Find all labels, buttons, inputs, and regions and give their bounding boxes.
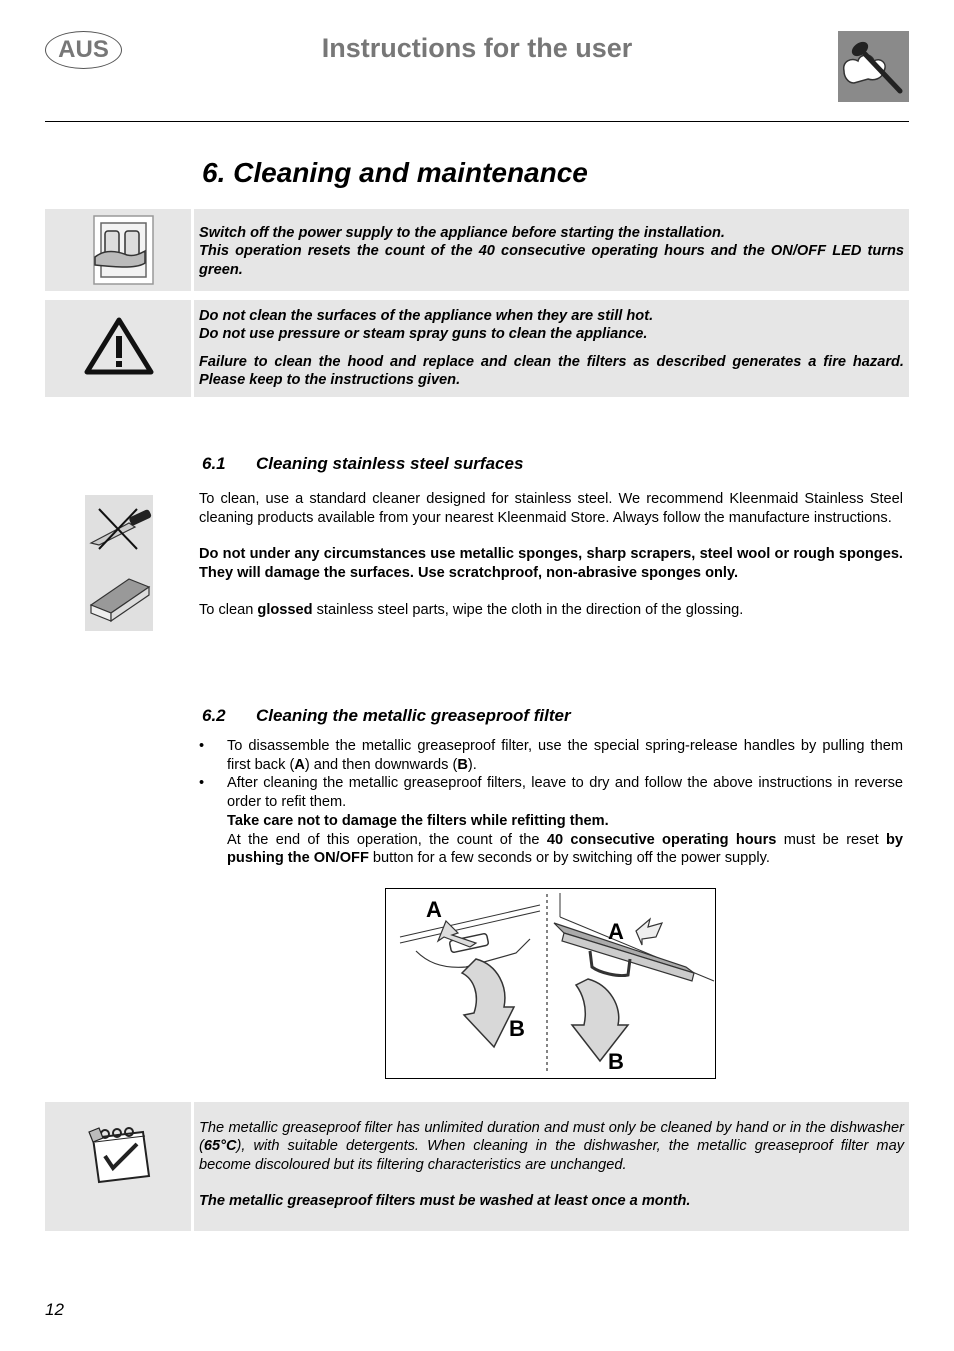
subsection-title — [202, 454, 523, 474]
subsection-number: 6.2 — [202, 706, 226, 725]
subsection-label: Cleaning stainless steel surfaces — [256, 454, 524, 473]
text-run: To disassemble the metallic greaseproof filter, use the special spring-release handles by pulling them first back ( — [227, 738, 903, 773]
note-power-off — [45, 209, 909, 291]
subsection-label: Cleaning the metallic greaseproof filter — [256, 706, 571, 725]
bullet-dot: • — [199, 775, 205, 792]
text-run-bold: 40 consecutive operating hours — [546, 831, 777, 848]
text-run-bold: A — [294, 756, 305, 773]
filter-removal-figure — [385, 888, 716, 1079]
paragraph-bold: Do not under any circumstances use metallic sponges, sharp scrapers, steel wool or rough sponges. They will damage the surfaces. Use scratchproof, non-abrasive sponges only. — [199, 546, 903, 582]
aus-badge: AUS — [45, 31, 122, 69]
spoon-chef-hat-icon — [838, 31, 909, 102]
text-run-bold: glossed — [257, 601, 313, 618]
power-switch-icon — [45, 209, 191, 291]
note-divider — [191, 1102, 194, 1231]
note-line: Do not use pressure or steam spray guns to clean the appliance. — [199, 326, 648, 343]
note-line: The metallic greaseproof filters must be washed at least once a month. — [199, 1192, 691, 1209]
paragraph — [199, 601, 903, 620]
text-run: ) and then downwards ( — [304, 756, 458, 773]
text-run: ). — [467, 756, 477, 773]
note-line: Do not clean the surfaces of the appliance when they are still hot. — [199, 308, 654, 324]
paragraph: To clean, use a standard cleaner designed for stainless steel. We recommend Kleenmaid Stainless Steel cleaning products available from your nearest Kleenmaid Store. Always follow the manufacture instructions. — [199, 491, 903, 526]
header-title: Instructions for the user — [321, 33, 633, 63]
figure-label-a: A — [608, 919, 624, 944]
list-item — [199, 774, 903, 868]
figure-label-b: B — [509, 1016, 525, 1041]
note-line: This operation resets the count of the 40 consecutive operating hours and the ON/OFF LED turns green. — [199, 243, 904, 278]
figure-label-a: A — [426, 897, 442, 922]
note-filter-info — [45, 1102, 909, 1231]
note-line — [199, 1119, 904, 1174]
text-run: To clean — [199, 601, 258, 618]
page-number: 12 — [45, 1300, 64, 1319]
subsection-title — [202, 706, 571, 726]
note-line: Switch off the power supply to the appliance before starting the installation. — [199, 225, 725, 241]
text-run-bold: 65°C — [203, 1138, 237, 1155]
subsection-number: 6.1 — [202, 454, 226, 473]
text-run-bold: by pushing the ON/OFF — [227, 831, 903, 867]
list-item — [199, 737, 903, 774]
warning-triangle-icon — [45, 300, 191, 397]
text-run: stainless steel parts, wipe the cloth in the direction of the glossing. — [312, 601, 744, 618]
cleaning-icons — [85, 495, 153, 631]
text-run: The metallic greaseproof filter has unlimited duration and must only be cleaned by hand or in the dishwasher ( — [199, 1120, 904, 1155]
text-run: button for a few seconds or by switching off the power supply. — [368, 850, 770, 867]
text-run-bold: Take care not to damage the filters while refitting them. — [227, 812, 609, 829]
text-run: At the end of this operation, the count of the — [227, 831, 547, 848]
section-title: 6. Cleaning and maintenance — [202, 157, 588, 188]
text-run: After cleaning the metallic greaseproof filters, leave to dry and follow the above instructions in reverse order to refit them. — [227, 775, 903, 811]
note-line: Failure to clean the hood and replace and clean the filters as described generates a fire hazard. Please keep to the instructions given. — [199, 353, 904, 388]
text-run-bold: B — [457, 756, 468, 773]
note-text — [199, 224, 904, 279]
bullet-dot: • — [199, 738, 205, 754]
text-run: ), with suitable detergents. When cleaning in the dishwasher, the metallic greaseproof filter may become discoloured but its filtering characteristics are unchanged. — [199, 1138, 904, 1173]
text-run: must be reset — [776, 831, 886, 848]
figure-label-b: B — [608, 1049, 624, 1074]
note-divider — [191, 209, 194, 291]
s61-body — [199, 490, 903, 620]
note-divider — [191, 300, 194, 397]
note-text — [199, 307, 904, 389]
sponge-icon — [91, 579, 149, 621]
header-rule — [45, 121, 909, 122]
notepad-check-icon — [45, 1102, 191, 1231]
note-text — [199, 1119, 904, 1210]
s62-bullets — [199, 737, 903, 868]
no-knife-icon — [91, 509, 152, 549]
text-run — [227, 831, 903, 868]
note-warning — [45, 300, 909, 397]
